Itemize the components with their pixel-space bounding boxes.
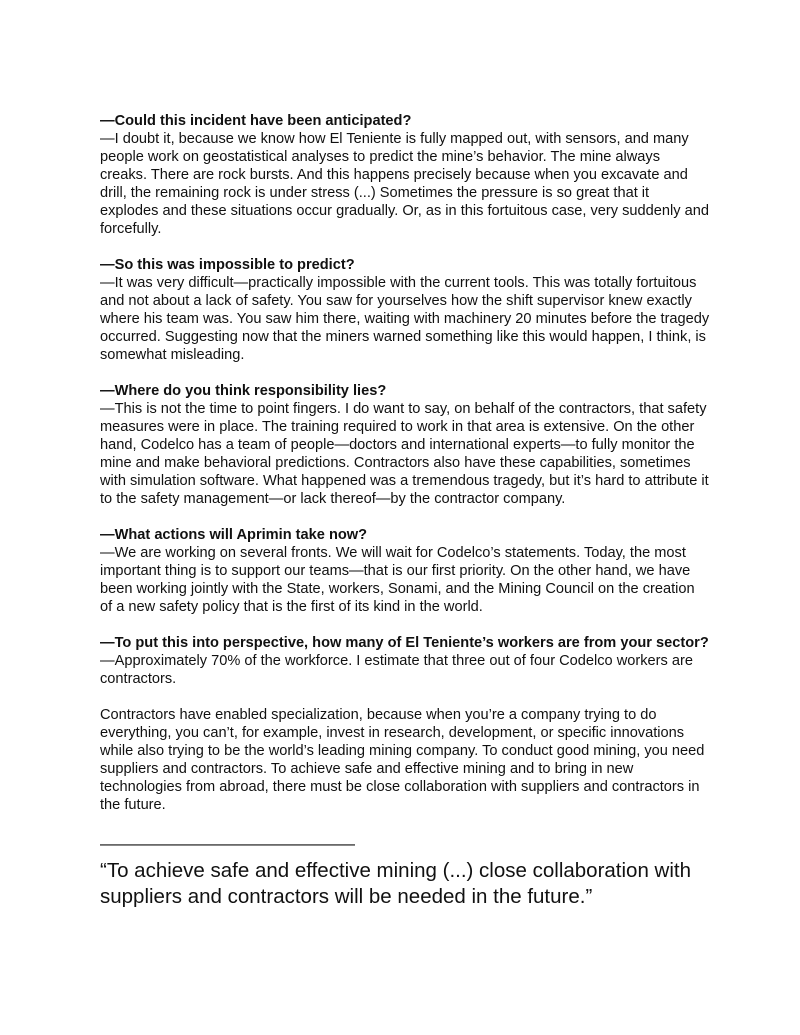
qa-block-2 — [100, 256, 710, 364]
question-1: —Could this incident have been anticipated? — [100, 113, 412, 129]
question-5: —To put this into perspective, how many of El Teniente’s workers are from your sector? — [100, 635, 709, 651]
question-2: —So this was impossible to predict? — [100, 257, 355, 273]
answer-3: —This is not the time to point fingers. I do want to say, on behalf of the contractors, that safety measures were in place. The training required to work in that area is extensive. On the other hand, Codelco has a team of people—doctors and international experts—to fully monitor the mine and make behavioral predictions. Contractors also have these capabilities, sometimes with simulation software. What happened was a tremendous tragedy, but it’s hard to attribute it to the safety management—or lack thereof—by the contractor company. — [100, 401, 709, 507]
answer-4: —We are working on several fronts. We will wait for Codelco’s statements. Today, the most important thing is to support our teams—that is our first priority. On the other hand, we have been working jointly with the State, workers, Sonami, and the Mining Council on the creation of a new safety policy that is the first of its kind in the world. — [100, 545, 695, 615]
pull-quote: “To achieve safe and effective mining (...) close collaboration with suppliers and contractors will be needed in the future.” — [100, 859, 692, 908]
answer-5: —Approximately 70% of the workforce. I estimate that three out of four Codelco workers are contractors. — [100, 653, 693, 687]
article-body — [100, 112, 710, 910]
qa-block-3 — [100, 382, 710, 508]
answer-1: —I doubt it, because we know how El Teniente is fully mapped out, with sensors, and many people work on geostatistical analyses to predict the mine’s behavior. The mine always creaks. There are rock bursts. And this happens precisely because when you excavate and drill, the remaining rock is under stress (...) Sometimes the pressure is so great that it explodes and these situations occur gradually. Or, as in this fortuitous case, very suddenly and forcefully. — [100, 131, 709, 237]
qa-block-4 — [100, 526, 710, 616]
closing-paragraph: Contractors have enabled specialization, because when you’re a company trying to do everything, you can’t, for example, invest in research, development, or specific innovations while also trying to be the world’s leading mining company. To conduct good mining, you need suppliers and contractors. To achieve safe and effective mining and to bring in new technologies from abroad, there must be close collaboration with suppliers and contractors in the future. — [100, 707, 705, 813]
question-4: —What actions will Aprimin take now? — [100, 527, 368, 543]
qa-block-5 — [100, 634, 710, 688]
answer-2: —It was very difficult—practically impossible with the current tools. This was totally fortuitous and not about a lack of safety. You saw for yourselves how the shift supervisor knew exactly where his team was. You saw him there, waiting with machinery 20 minutes before the tragedy occurred. Suggesting now that the miners warned something like this would happen, I think, is somewhat misleading. — [100, 275, 710, 363]
qa-block-1 — [100, 112, 710, 238]
dash-divider: ——————————————— — [100, 834, 355, 853]
question-3: —Where do you think responsibility lies? — [100, 383, 387, 399]
